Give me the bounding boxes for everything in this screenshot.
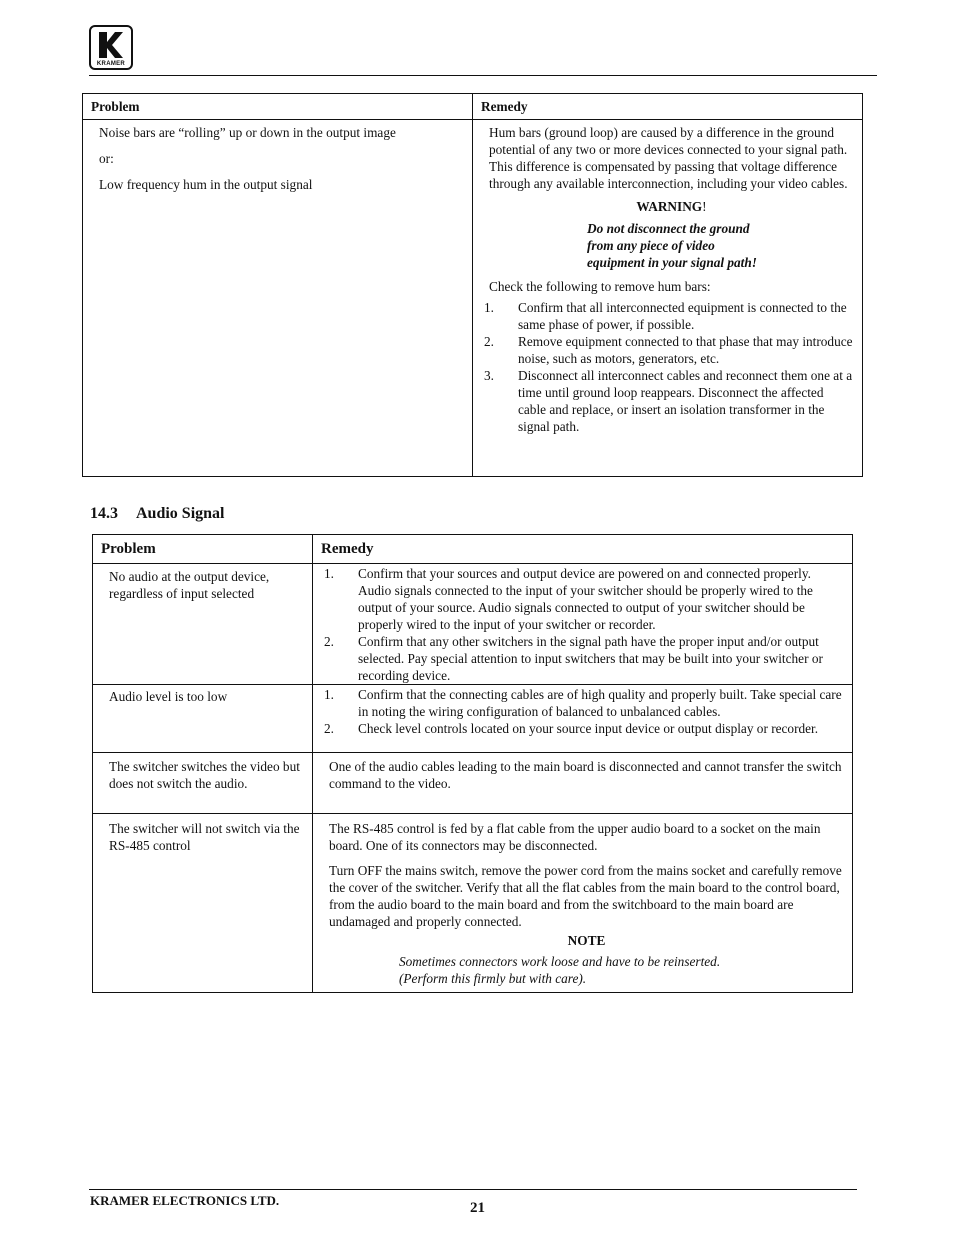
kramer-logo: [89, 25, 133, 70]
table-header-row: [93, 535, 853, 564]
header-rule: [89, 75, 877, 76]
table-row: [93, 685, 853, 753]
page-number: 21: [470, 1200, 485, 1216]
remedy-cell: [313, 564, 853, 685]
warning-label: WARNING: [636, 199, 703, 214]
kramer-k-icon: [97, 31, 125, 59]
list-item: [484, 333, 854, 367]
problem-cell: [83, 120, 473, 477]
section-title: Audio Signal: [136, 505, 225, 522]
remedy-steps: [484, 299, 854, 435]
problem-cell: Audio level is too low: [93, 685, 313, 753]
section-heading: [90, 505, 224, 523]
note-title: NOTE: [567, 933, 606, 948]
problem-text: Low frequency hum in the output signal: [99, 177, 313, 192]
audio-troubleshooting-table: [92, 534, 853, 993]
step-text: Confirm that the connecting cables are of high quality and properly built. Take special care in noting the wiring configuration of balanced to unbalanced cables.: [358, 687, 842, 719]
check-text: Check the following to remove hum bars:: [489, 279, 711, 294]
remedy-intro: Hum bars (ground loop) are caused by a difference in the ground potential of any two or more devices connected to your signal path. This difference is compensated by passing that voltage difference through any available interconnection, including your video cables.: [489, 125, 848, 191]
remedy-text: The RS-485 control is fed by a flat cable from the upper audio board to a socket on the main board. One of its connectors may be disconnected.: [329, 821, 821, 853]
problem-cell: No audio at the output device, regardless of input selected: [93, 564, 313, 685]
note-line: (Perform this firmly but with care).: [399, 971, 587, 986]
step-text: Confirm that any other switchers in the signal path have the proper input and/or output selected. Pay special attention to input switchers that may be built into your switcher or recording device.: [358, 634, 823, 683]
table-row: [83, 120, 863, 477]
logo-text: KRAMER: [96, 61, 126, 67]
problem-cell: The switcher will not switch via the RS-485 control: [93, 814, 313, 993]
list-item: [324, 720, 844, 737]
remedy-cell: [473, 120, 863, 477]
step-number: 2.: [484, 334, 494, 349]
problem-header: Problem: [83, 94, 473, 120]
list-item: [324, 633, 844, 684]
remedy-cell: [313, 685, 853, 753]
note-line: Sometimes connectors work loose and have to be reinserted.: [399, 954, 721, 969]
problem-header: Problem: [93, 535, 313, 564]
video-troubleshooting-table: [82, 93, 863, 477]
table-header-row: [83, 94, 863, 120]
remedy-steps: [324, 565, 844, 684]
remedy-cell: One of the audio cables leading to the main board is disconnected and cannot transfer the switch command to the video.: [313, 753, 853, 814]
problem-text: Noise bars are “rolling” up or down in the output image: [99, 125, 396, 140]
problem-cell: The switcher switches the video but does not switch the audio.: [93, 753, 313, 814]
table-row: [93, 753, 853, 814]
warning-body: Do not disconnect the ground from any piece of video equipment in your signal path!: [587, 221, 757, 270]
remedy-steps: [324, 686, 844, 737]
remedy-text: Turn OFF the mains switch, remove the power cord from the mains socket and carefully remove the cover of the switcher. Verify that all the flat cables from the main board to the control board, from the audio board to the main board and from the switchboard to the main board are undamaged and properly connected.: [329, 863, 842, 929]
list-item: [324, 686, 844, 720]
step-number: 1.: [324, 687, 334, 702]
remedy-cell: [313, 814, 853, 993]
list-item: [324, 565, 844, 633]
step-text: Remove equipment connected to that phase that may introduce noise, such as motors, generators, etc.: [518, 334, 853, 366]
footer-rule: [89, 1189, 857, 1190]
note-body: [399, 953, 844, 987]
step-number: 1.: [484, 300, 494, 315]
footer-company: KRAMER ELECTRONICS LTD.: [90, 1193, 280, 1208]
remedy-header: Remedy: [473, 94, 863, 120]
list-item: [484, 299, 854, 333]
step-number: 1.: [324, 566, 334, 581]
step-text: Confirm that all interconnected equipment is connected to the same phase of power, if possible.: [518, 300, 847, 332]
warning-exclamation: !: [702, 199, 707, 214]
table-row: [93, 814, 853, 993]
step-number: 2.: [324, 721, 334, 736]
problem-text: or:: [99, 151, 114, 166]
table-row: [93, 564, 853, 685]
remedy-header: Remedy: [313, 535, 853, 564]
list-item: [484, 367, 854, 435]
step-text: Disconnect all interconnect cables and reconnect them one at a time until ground loop reappears. Disconnect the affected cable and replace, or insert an isolation transformer in the signal path.: [518, 368, 853, 434]
step-number: 2.: [324, 634, 334, 649]
step-text: Confirm that your sources and output device are powered on and connected properly. Audio signals connected to the input of your switcher should be properly wired to the output of your source. Audio signals connected to output of your switcher should be properly wired to the input of your switcher or recorder.: [358, 566, 813, 632]
step-text: Check level controls located on your source input device or output display or recorder.: [358, 721, 819, 736]
step-number: 3.: [484, 368, 494, 383]
warning-title: [489, 198, 854, 215]
section-number: 14.3: [90, 505, 118, 522]
